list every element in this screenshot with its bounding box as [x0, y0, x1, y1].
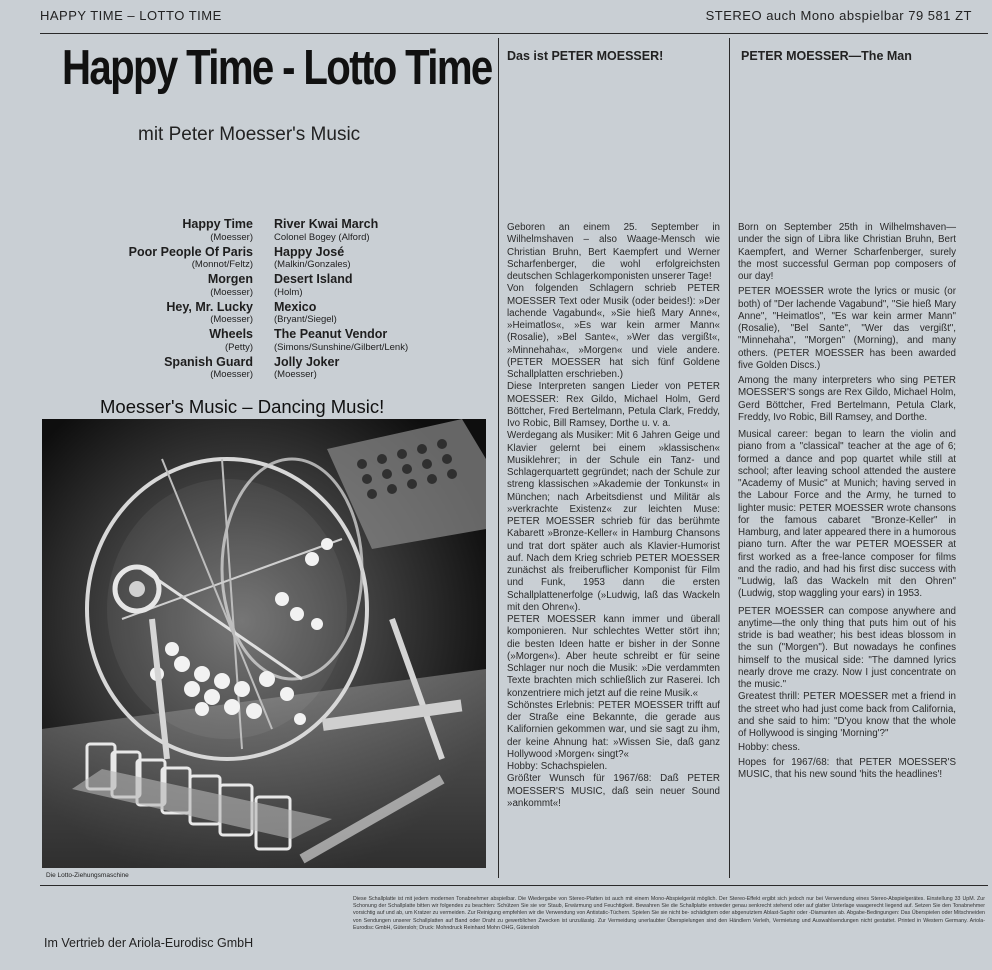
german-paragraph: Größter Wunsch für 1967/68: Daß PETER MOESSER'S MUSIC, daß sein neuer Sound »ankommt«! [507, 773, 720, 809]
track-title: Wheels [209, 327, 253, 341]
album-title: Happy Time - Lotto Time [62, 41, 492, 95]
tagline: Moesser's Music – Dancing Music! [100, 396, 385, 417]
tracklist-left [100, 218, 253, 383]
track-title: Spanish Guard [164, 354, 253, 369]
english-paragraph: PETER MOESSER can compose anywhere and anytime—the only thing that puts him out of his stride is bad weather; his best ideas blossom in the sun ("Morgen"). But nowadays he confines himself to the musical side: "The damned lyrics nearly drove me crazy. Now I just concentrate on the music." [738, 605, 956, 690]
track-composer: (Moesser) [210, 369, 253, 380]
track-composer: (Moesser) [210, 286, 253, 298]
german-paragraph: Werdegang als Musiker: Mit 6 Jahren Geige und Klavier gelernt bei einem »klassischen« Musiklehrer; in der Schule ein Tanz- und Schlagerquartett gegründet; nach der Schule zur streng klassischen »Akademie der Tonkunst« in München; nach Arbeitsdienst und Militär als »verkrachte Existenz« zur leichten Muse: PETER MOESSER schrieb für das berühmte Kabarett »Bronze-Keller« in Hamburg Chansons und trat dort später auch als Klavier-Humorist auf. Nach dem Krieg schrieb PETER MOESSER zunächst als freiberuflicher Komponist für Film und Funk, 1953 dann die ersten Schallplattenerfolge (»Ludwig, laß das Wackeln mit den Ohren«). [507, 430, 720, 613]
distributor-note: Im Vertrieb der Ariola-Eurodisc GmbH [44, 936, 254, 950]
english-text [738, 222, 956, 781]
track-item [100, 301, 253, 329]
track-item [100, 273, 253, 301]
header-rule [40, 33, 988, 34]
german-text [507, 222, 720, 810]
lottery-machine-illustration [42, 419, 486, 868]
column-divider-2 [729, 38, 730, 878]
track-title: Hey, Mr. Lucky [166, 299, 253, 314]
track-composer: (Holm) [274, 286, 303, 298]
track-item [100, 218, 253, 246]
photo-caption: Die Lotto-Ziehungsmaschine [46, 872, 129, 879]
footer-rule [40, 885, 988, 886]
german-paragraph: Schönstes Erlebnis: PETER MOESSER trifft auf der Straße eine Bekannte, die gerade aus Kalifornien gekommen war, und sie sagt zu ihm, der keine Ahnung hat: »Wissen Sie, daß ganz Hollywood ›Morgen‹ singt?« [507, 699, 720, 760]
english-heading-name: PETER MOESSER [741, 49, 849, 63]
track-title: Jolly Joker [274, 354, 340, 369]
track-title: Morgen [207, 272, 253, 286]
english-paragraph: Hopes for 1967/68: that PETER MOESSER'S MUSIC, that his new sound 'hits the headlines'! [738, 756, 956, 780]
track-composer: (Monnot/Feltz) [191, 259, 253, 270]
track-title: Mexico [274, 299, 317, 314]
track-title: Desert Island [274, 272, 353, 286]
track-composer: (Petty) [225, 341, 253, 353]
german-paragraph: Von folgenden Schlagern schrieb PETER MOESSER Text oder Musik (oder beides!): »Der lachende Vagabund«, »Sie hieß Mary Anne«, »Heimatlos«, »Es war kein armer Mann« (Rosalie), »Bel Sante«, »Wer das vergißt«, »Minnehaha«, »Morgen« und viele andere. (PETER MOESSER hat sich fünf Goldene Schallplatten erschrieben.) [507, 283, 720, 380]
track-item [274, 218, 474, 246]
track-composer: (Moesser) [210, 314, 253, 325]
track-composer: (Malkin/Gonzales) [274, 259, 351, 270]
album-subtitle: mit Peter Moesser's Music [138, 124, 361, 145]
track-composer: Colonel Bogey (Alford) [274, 231, 370, 243]
english-heading [741, 49, 912, 63]
tracklist-right [274, 218, 474, 383]
track-composer: (Moesser) [274, 369, 317, 380]
track-item [100, 328, 253, 356]
header-left: HAPPY TIME – LOTTO TIME [40, 8, 222, 23]
header-right: STEREO auch Mono abspielbar 79 581 ZT [705, 8, 972, 23]
track-composer: (Bryant/Siegel) [274, 314, 337, 325]
german-paragraph: Diese Interpreten sangen Lieder von PETER MOESSER: Rex Gildo, Michael Holm, Gerd Böttcher, Fred Bertelmann, Petula Clark, Freddy, Ivo Robic, Bill Ramsey, Dorthe u. v. a. [507, 381, 720, 429]
english-paragraph: Greatest thrill: PETER MOESSER met a friend in the street who had just come back from California, and she said to him: "D'you know that the whole of Hollywood is singing 'Morning'?" [738, 691, 956, 739]
track-title: Poor People Of Paris [128, 244, 253, 259]
track-item [274, 356, 474, 384]
track-item [100, 356, 253, 384]
fine-print: Diese Schallplatte ist mit jedem modernen Tonabnehmer abspielbar. Die Wiedergabe von Stereo-Platten ist auch mit einem Mono-Abspielgerät möglich. Der Stereo-Effekt ergibt sich jedoch nur bei Verwendung eines Stereo-Abspielgerätes. Einstellung 33 UpM. Zur Schonung der Schallplatte bitten wir folgendes zu beachten: Schützen Sie sie vor Staub, Erwärmung und Feuchtigkeit. Bewahren Sie die Schallplatte entweder genau senkrecht stehend oder auf glatter Unterlage waagerecht liegend auf. Setzen Sie den Tonabnehmer vorsichtig auf und ab, um Kratzer zu vermeiden. Zur Reinigung empfehlen wir die Verwendung von Antistatic-Tüchern. Spielen Sie sie nicht be- schädigtem oder abgenutztem Ablast-Saphir oder -Diamanten ab. Abgabe-Bedingungen: Das Überspielen oder Mitschneiden von Sendungen unserer Schallplatten auf Band oder Draht zu gewerblichen Zwecken ist unzulässig. Zur Vermeidung unerlaubter Überspielungen sind den Händlern Verleih, Vermietung und Auswahlsendungen nicht gestattet. Printed in Western Germany. Ariola-Eurodisc GmbH, Gütersloh; Druck: Mohndruck Reinhard Mohn OHG, Gütersloh [353, 896, 985, 931]
lottery-machine-photo [42, 419, 486, 868]
german-paragraph: Hobby: Schachspielen. [507, 761, 608, 772]
track-item [100, 246, 253, 274]
track-item [274, 328, 474, 356]
track-title: River Kwai March [274, 217, 379, 231]
english-paragraph: Among the many interpreters who sing PETER MOESSER'S songs are Rex Gildo, Michael Holm, Gerd Böttcher, Fred Bertelmann, Petula Clark, Freddy, Ivo Robic, Bill Ramsey, and Dorthe. [738, 375, 956, 423]
track-title: Happy José [274, 244, 345, 259]
german-paragraph: Geboren an einem 25. September in Wilhelmshaven – also Waage-Mensch wie Christian Bruhn, Bert Kaempfert und Werner Scharfenberger, die wohl erfolgreichsten deutschen Schlagerkomponisten unserer Tage! [507, 222, 720, 282]
track-item [274, 301, 474, 329]
english-paragraph: Born on September 25th in Wilhelmshaven—under the sign of Libra like Christian Bruhn, Bert Kaempfert, and Werner Scharfenberger, surely the most successful German pop composers of our day! [738, 222, 956, 282]
track-title: The Peanut Vendor [274, 327, 388, 341]
english-paragraph: Hobby: chess. [738, 742, 801, 754]
column-divider-1 [498, 38, 499, 878]
english-paragraph: Musical career: began to learn the violin and piano from a "classical" teacher at the age of 6; formed a dance and pop quartet while still at school; after leaving school attended the austere "Academy of Music" at Munich; having served in the Labour Force and the Army, he turned to lighter music: PETER MOESSER wrote chansons for the famous cabaret "Bronze-Keller" in Hamburg, and later appeared there in a humorous piano turn. After the war PETER MOESSER at first worked as a free-lance composer for films and the radio, and had his first disc success with "Ludwig, laß das Wackeln mit den Ohren" (Ludwig, stop waggling your ears) in 1953. [738, 429, 956, 600]
track-title: Happy Time [182, 217, 253, 231]
track-item [274, 273, 474, 301]
english-paragraph: PETER MOESSER wrote the lyrics or music (or both) of "Der lachende Vagabund", "Sie hieß Mary Anne", "Heimatlos", "Es war kein armer Mann" (Rosalie), "Bel Sante", "Wer das vergißt", "Minnehaha", "Morgen" (Morning), and many others. (PETER MOESSER has been awarded five Golden Discs.) [738, 286, 956, 371]
track-composer: (Simons/Sunshine/Gilbert/Lenk) [274, 341, 409, 353]
english-heading-suffix: —The Man [848, 49, 912, 63]
german-heading: Das ist PETER MOESSER! [507, 49, 664, 63]
track-composer: (Moesser) [210, 231, 253, 243]
track-item [274, 246, 474, 274]
german-paragraph: PETER MOESSER kann immer und überall komponieren. Nur schlechtes Wetter stört ihn; die besten Ideen hatte er bisher in der Sonne (»Morgen«). Aber heute schreibt er für seine Schlager nur noch die Musik: »Die verdammten Texte brachten mich schließlich zur Raserei. Ich konzentriere mich jetzt auf die reine Musik.« [507, 614, 720, 699]
